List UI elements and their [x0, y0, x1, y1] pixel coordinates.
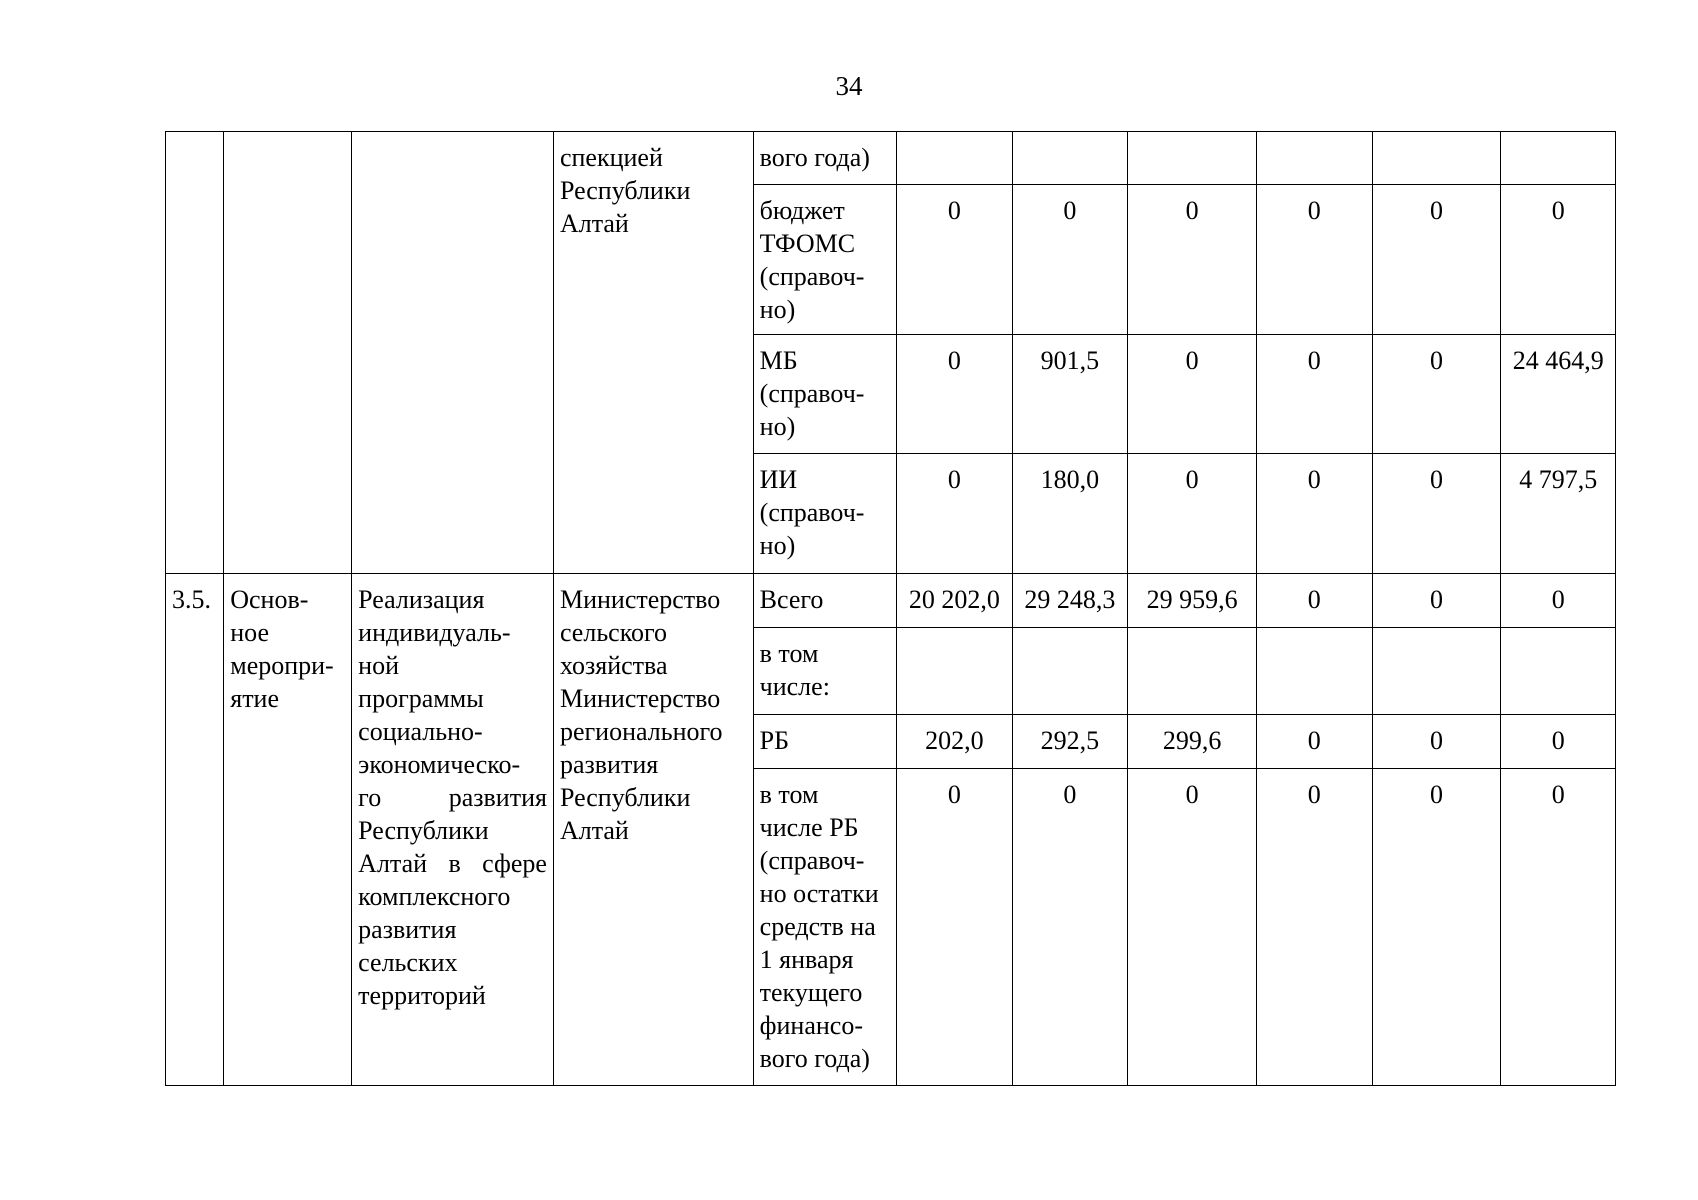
source-line: (справоч- [759, 262, 865, 291]
value-cell: 0 [1257, 335, 1372, 454]
value-cell: 0 [1501, 574, 1616, 628]
executor-line: Алтай [559, 816, 629, 845]
source-line: но) [759, 531, 796, 560]
source-cell [753, 628, 897, 715]
value-cell: 0 [1501, 185, 1616, 335]
table-row [166, 574, 1616, 628]
executor-line: спекцией [559, 143, 663, 172]
value-cell: 292,5 [1012, 715, 1127, 769]
value-cell: 4 797,5 [1501, 454, 1616, 574]
item-name-line: ной [358, 651, 399, 680]
value-cell [1257, 132, 1372, 185]
value-cell: 0 [1372, 185, 1501, 335]
source-line: РБ [759, 726, 790, 755]
item-type-cell [224, 132, 352, 574]
source-line: Всего [759, 585, 824, 614]
source-cell [753, 574, 897, 628]
page-number: 34 [835, 71, 863, 101]
item-name-line: Республики [358, 816, 489, 845]
value-cell: 0 [1257, 715, 1372, 769]
value-cell [1012, 628, 1127, 715]
source-line: вого года) [759, 143, 870, 172]
item-name-cell [352, 574, 554, 1086]
item-name-cell [352, 132, 554, 574]
value-cell [897, 628, 1012, 715]
source-cell [753, 769, 897, 1086]
value-cell: 0 [1372, 574, 1501, 628]
value-cell: 901,5 [1012, 335, 1127, 454]
value-cell [1372, 132, 1501, 185]
source-cell [753, 715, 897, 769]
value-cell: 0 [1372, 454, 1501, 574]
value-cell: 0 [1372, 769, 1501, 1086]
value-cell [1012, 132, 1127, 185]
value-cell [1128, 628, 1257, 715]
value-cell: 0 [1257, 769, 1372, 1086]
value-cell: 0 [1128, 335, 1257, 454]
value-cell: 0 [1128, 185, 1257, 335]
item-name-line: индивидуаль- [358, 618, 511, 647]
value-cell: 180,0 [1012, 454, 1127, 574]
source-line: (справоч- [759, 846, 865, 875]
source-line: текущего [759, 978, 863, 1007]
item-type-line: Основ- [230, 585, 309, 614]
item-number-cell [166, 132, 224, 574]
program-table [165, 131, 1616, 1086]
value-cell: 0 [897, 454, 1012, 574]
value-cell [1501, 132, 1616, 185]
item-name-line: экономическо- [358, 750, 521, 779]
source-cell [753, 132, 897, 185]
source-line: вого года) [759, 1044, 870, 1073]
value-cell: 0 [1372, 335, 1501, 454]
item-name-line: комплексного [358, 882, 511, 911]
source-line: (справоч- [759, 498, 865, 527]
source-line: в том [759, 639, 819, 668]
value-cell: 0 [1012, 769, 1127, 1086]
source-line: но) [759, 412, 796, 441]
item-name-line: развития [358, 915, 457, 944]
executor-line: Республики [559, 176, 691, 205]
item-name-line: территорий [358, 981, 486, 1010]
item-name-line: социально- [358, 717, 483, 746]
value-cell: 0 [1257, 185, 1372, 335]
item-type-cell [224, 574, 352, 1086]
source-line: но остатки [759, 879, 879, 908]
value-cell: 29 248,3 [1012, 574, 1127, 628]
source-line: но) [759, 295, 796, 324]
value-cell: 299,6 [1128, 715, 1257, 769]
value-cell: 0 [897, 335, 1012, 454]
value-cell: 0 [1501, 769, 1616, 1086]
source-line: числе: [759, 672, 830, 701]
item-name-line: Реализация [358, 585, 485, 614]
item-type-line: меропри- [230, 651, 334, 680]
source-line: ИИ [759, 465, 798, 494]
value-cell [1501, 628, 1616, 715]
executor-line: Министерство [559, 684, 721, 713]
value-cell [1128, 132, 1257, 185]
item-type-line: ное [230, 618, 270, 647]
value-cell: 0 [1012, 185, 1127, 335]
value-cell [1257, 628, 1372, 715]
item-name-line: го развития [358, 783, 547, 812]
value-cell: 0 [1128, 454, 1257, 574]
value-cell: 0 [1128, 769, 1257, 1086]
value-cell: 0 [897, 769, 1012, 1086]
executor-cell [553, 132, 753, 574]
value-cell [897, 132, 1012, 185]
value-cell: 0 [1257, 454, 1372, 574]
source-cell [753, 335, 897, 454]
executor-line: сельского [559, 618, 668, 647]
source-cell [753, 454, 897, 574]
source-line: МБ [759, 346, 798, 375]
value-cell: 29 959,6 [1128, 574, 1257, 628]
source-line: средств на [759, 912, 876, 941]
value-cell: 0 [1257, 574, 1372, 628]
value-cell: 0 [897, 185, 1012, 335]
source-line: бюджет [759, 196, 845, 225]
executor-line: регионального [559, 717, 723, 746]
value-cell: 0 [1501, 715, 1616, 769]
value-cell: 24 464,9 [1501, 335, 1616, 454]
source-line: в том [759, 780, 819, 809]
executor-line: Алтай [559, 209, 629, 238]
item-name-line: Алтай в сфере [358, 849, 547, 878]
item-name-line: сельских [358, 948, 458, 977]
source-line: 1 января [759, 945, 854, 974]
source-line: финансо- [759, 1011, 863, 1040]
executor-cell [553, 574, 753, 1086]
executor-line: Министерство [559, 585, 721, 614]
item-type-line: ятие [230, 684, 280, 713]
source-line: (справоч- [759, 379, 865, 408]
table-row [166, 132, 1616, 185]
executor-line: развития [559, 750, 659, 779]
executor-line: хозяйства [559, 651, 668, 680]
value-cell [1372, 628, 1501, 715]
source-line: ТФОМС [759, 229, 856, 258]
value-cell: 20 202,0 [897, 574, 1012, 628]
value-cell: 202,0 [897, 715, 1012, 769]
source-line: числе РБ [759, 813, 859, 842]
item-number-cell: 3.5. [166, 574, 224, 1086]
executor-line: Республики [559, 783, 691, 812]
source-cell [753, 185, 897, 335]
item-name-line: программы [358, 684, 484, 713]
value-cell: 0 [1372, 715, 1501, 769]
